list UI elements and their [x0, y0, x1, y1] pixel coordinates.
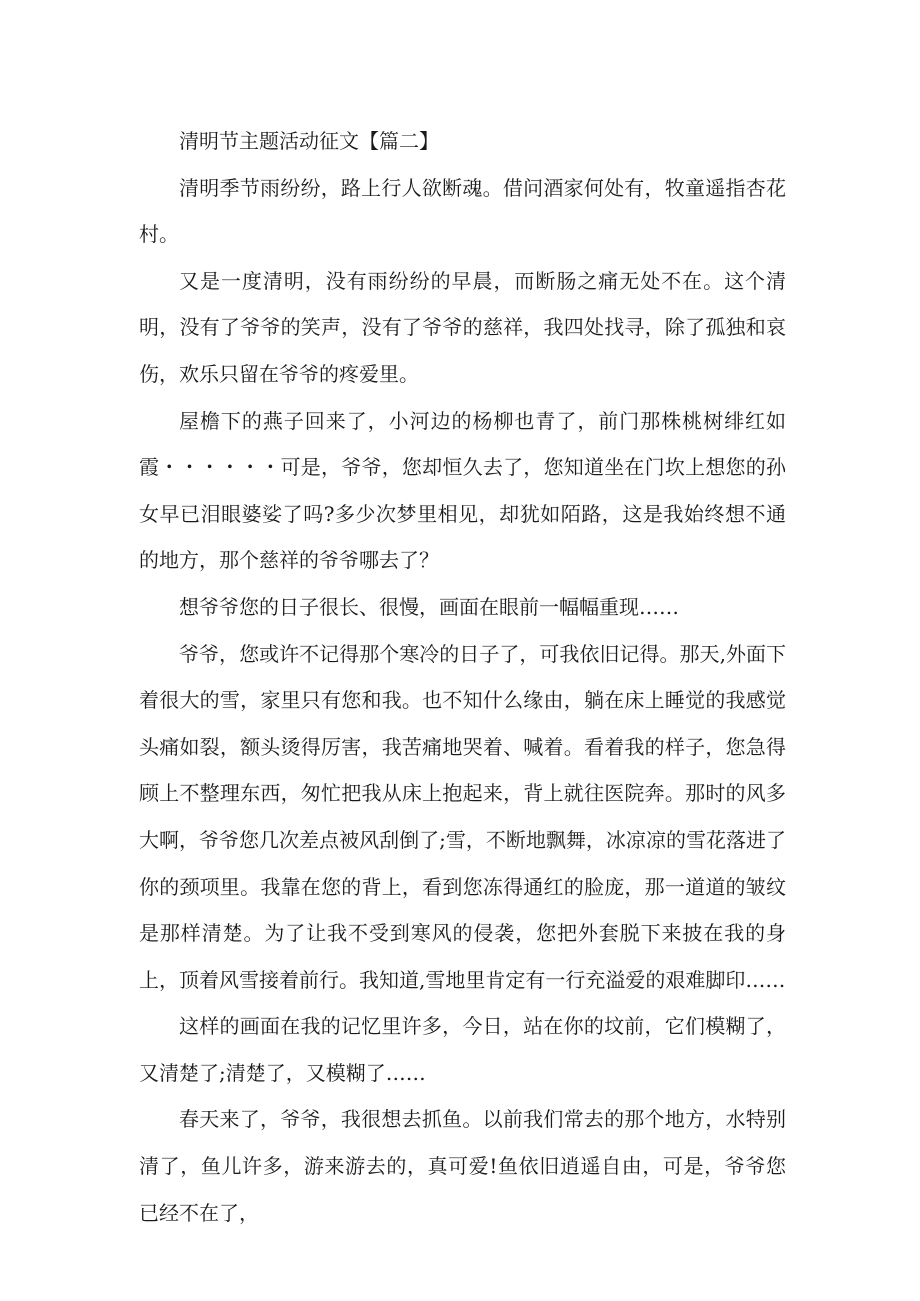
document-body — [139, 118, 786, 1236]
paragraph-qingming: 又是一度清明，没有雨纷纷的早晨，而断肠之痛无处不在。这个清明，没有了爷爷的笑声，没有了爷爷的慈祥，我四处找寻，除了孤独和哀伤，欢乐只留在爷爷的疼爱里。 — [139, 268, 786, 386]
paragraph-snow-day: 爷爷，您或许不记得那个寒冷的日子了，可我依旧记得。那天,外面下着很大的雪，家里只有您和我。也不知什么缘由，躺在床上睡觉的我感觉头痛如裂，额头烫得厉害，我苦痛地哭着、喊着。看着我的样子，您急得顾上不整理东西，匆忙把我从床上抱起来，背上就往医院奔。那时的风多大啊，爷爷您几次差点被风刮倒了;雪，不断地飘舞，冰凉凉的雪花落进了你的颈项里。我靠在您的背上，看到您冻得通红的脸庞，那一道道的皱纹是那样清楚。为了让我不受到寒风的侵袭，您把外套脱下来披在我的身上，顶着风雪接着前行。我知道,雪地里肯定有一行充溢爱的艰难脚印…… — [139, 641, 786, 992]
document-title: 清明节主题活动征文【篇二】 — [179, 129, 439, 153]
paragraph-poem: 清明季节雨纷纷，路上行人欲断魂。借问酒家何处有，牧童遥指杏花村。 — [139, 175, 786, 247]
paragraph-memories: 想爷爷您的日子很长、很慢，画面在眼前一幅幅重现…… — [179, 594, 679, 619]
paragraph-swallows: 屋檐下的燕子回来了，小河边的杨柳也青了，前门那株桃树绯红如霞・・・・・・可是，爷爷，您却恒久去了，您知道坐在门坎上想您的孙女早已泪眼婆娑了吗?多少次梦里相见，却犹如陌路，这是我始终想不通的地方，那个慈祥的爷爷哪去了？ — [139, 408, 786, 573]
paragraph-grave: 这样的画面在我的记忆里许多，今日，站在你的坟前，它们模糊了，又清楚了;清楚了，又模糊了…… — [139, 1014, 786, 1085]
paragraph-spring: 春天来了，爷爷，我很想去抓鱼。以前我们常去的那个地方，水特别清了，鱼儿许多，游来游去的，真可爱!鱼依旧逍遥自由，可是，爷爷您已经不在了， — [139, 1107, 786, 1225]
